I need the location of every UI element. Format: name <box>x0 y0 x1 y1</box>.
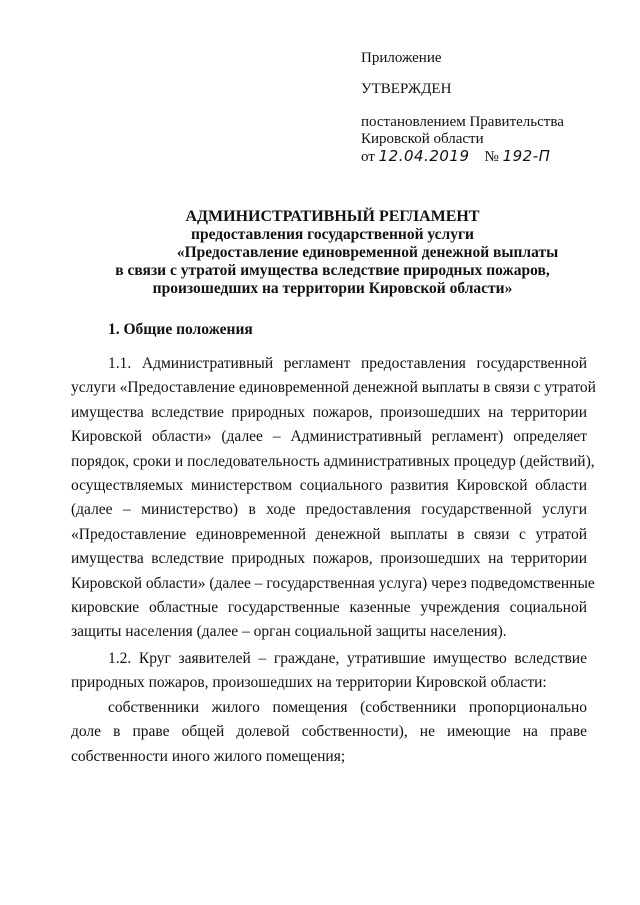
from-label: от <box>361 149 375 165</box>
handwritten-number: 192-П <box>502 147 551 165</box>
body-line: «Предоставление единовременной денежной выплаты в связи с утратой <box>71 525 587 543</box>
decree-line-2: Кировской области <box>361 131 484 147</box>
title-line-5: произошедших на территории Кировской области» <box>152 280 513 297</box>
body-line: природных пожаров, произошедших на территории Кировской области: <box>71 674 547 692</box>
title-line-2: предоставления государственной услуги <box>191 226 474 243</box>
approved-label: УТВЕРЖДЕН <box>361 81 452 97</box>
title-line-4: в связи с утратой имущества вследствие природных пожаров, <box>115 262 550 279</box>
body-line: собственности иного жилого помещения; <box>71 747 346 765</box>
body-line: кировские областные государственные казенные учреждения социальной <box>71 599 587 617</box>
decree-date-number-line <box>361 148 611 166</box>
body-line: 1.1. Административный регламент предоставления государственной <box>108 355 587 372</box>
body-line: порядок, сроки и последовательность административных процедур (действий), <box>71 452 595 470</box>
body-line: Кировской области» (далее – Административный регламент) определяет <box>71 428 587 446</box>
body-line: имущества вследствие природных пожаров, произошедших на территории <box>71 403 587 421</box>
body-line: 1.2. Круг заявителей – граждане, утратившие имущество вследствие <box>108 649 587 667</box>
approval-stamp-block <box>361 50 611 166</box>
decree-line-1: постановлением Правительства <box>361 114 564 130</box>
appendix-label: Приложение <box>361 50 442 66</box>
regulation-title <box>60 208 605 298</box>
handwritten-date: 12.04.2019 <box>378 147 470 165</box>
body-line: собственники жилого помещения (собственники пропорционально <box>108 698 587 716</box>
title-line-3: «Предоставление единовременной денежной выплаты <box>176 244 559 261</box>
body-line: защиты населения (далее – орган социальной защиты населения). <box>71 623 507 641</box>
title-main: АДМИНИСТРАТИВНЫЙ РЕГЛАМЕНТ <box>185 208 480 225</box>
body-line: (далее – министерство) в ходе предоставления государственной услуги <box>71 501 587 519</box>
body-line: доле в праве общей долевой собственности), не имеющие на праве <box>71 723 587 741</box>
number-label: № <box>484 149 499 165</box>
body-line: услуги «Предоставление единовременной денежной выплаты в связи с утратой <box>71 379 596 397</box>
section-body <box>71 352 596 769</box>
body-line: имущества вследствие природных пожаров, произошедших на территории <box>71 550 587 568</box>
body-line: Кировской области» (далее – государственная услуга) через подведомственные <box>71 574 595 592</box>
body-line: осуществляемых министерством социального развития Кировской области <box>71 477 587 495</box>
section-heading: 1. Общие положения <box>108 321 253 338</box>
